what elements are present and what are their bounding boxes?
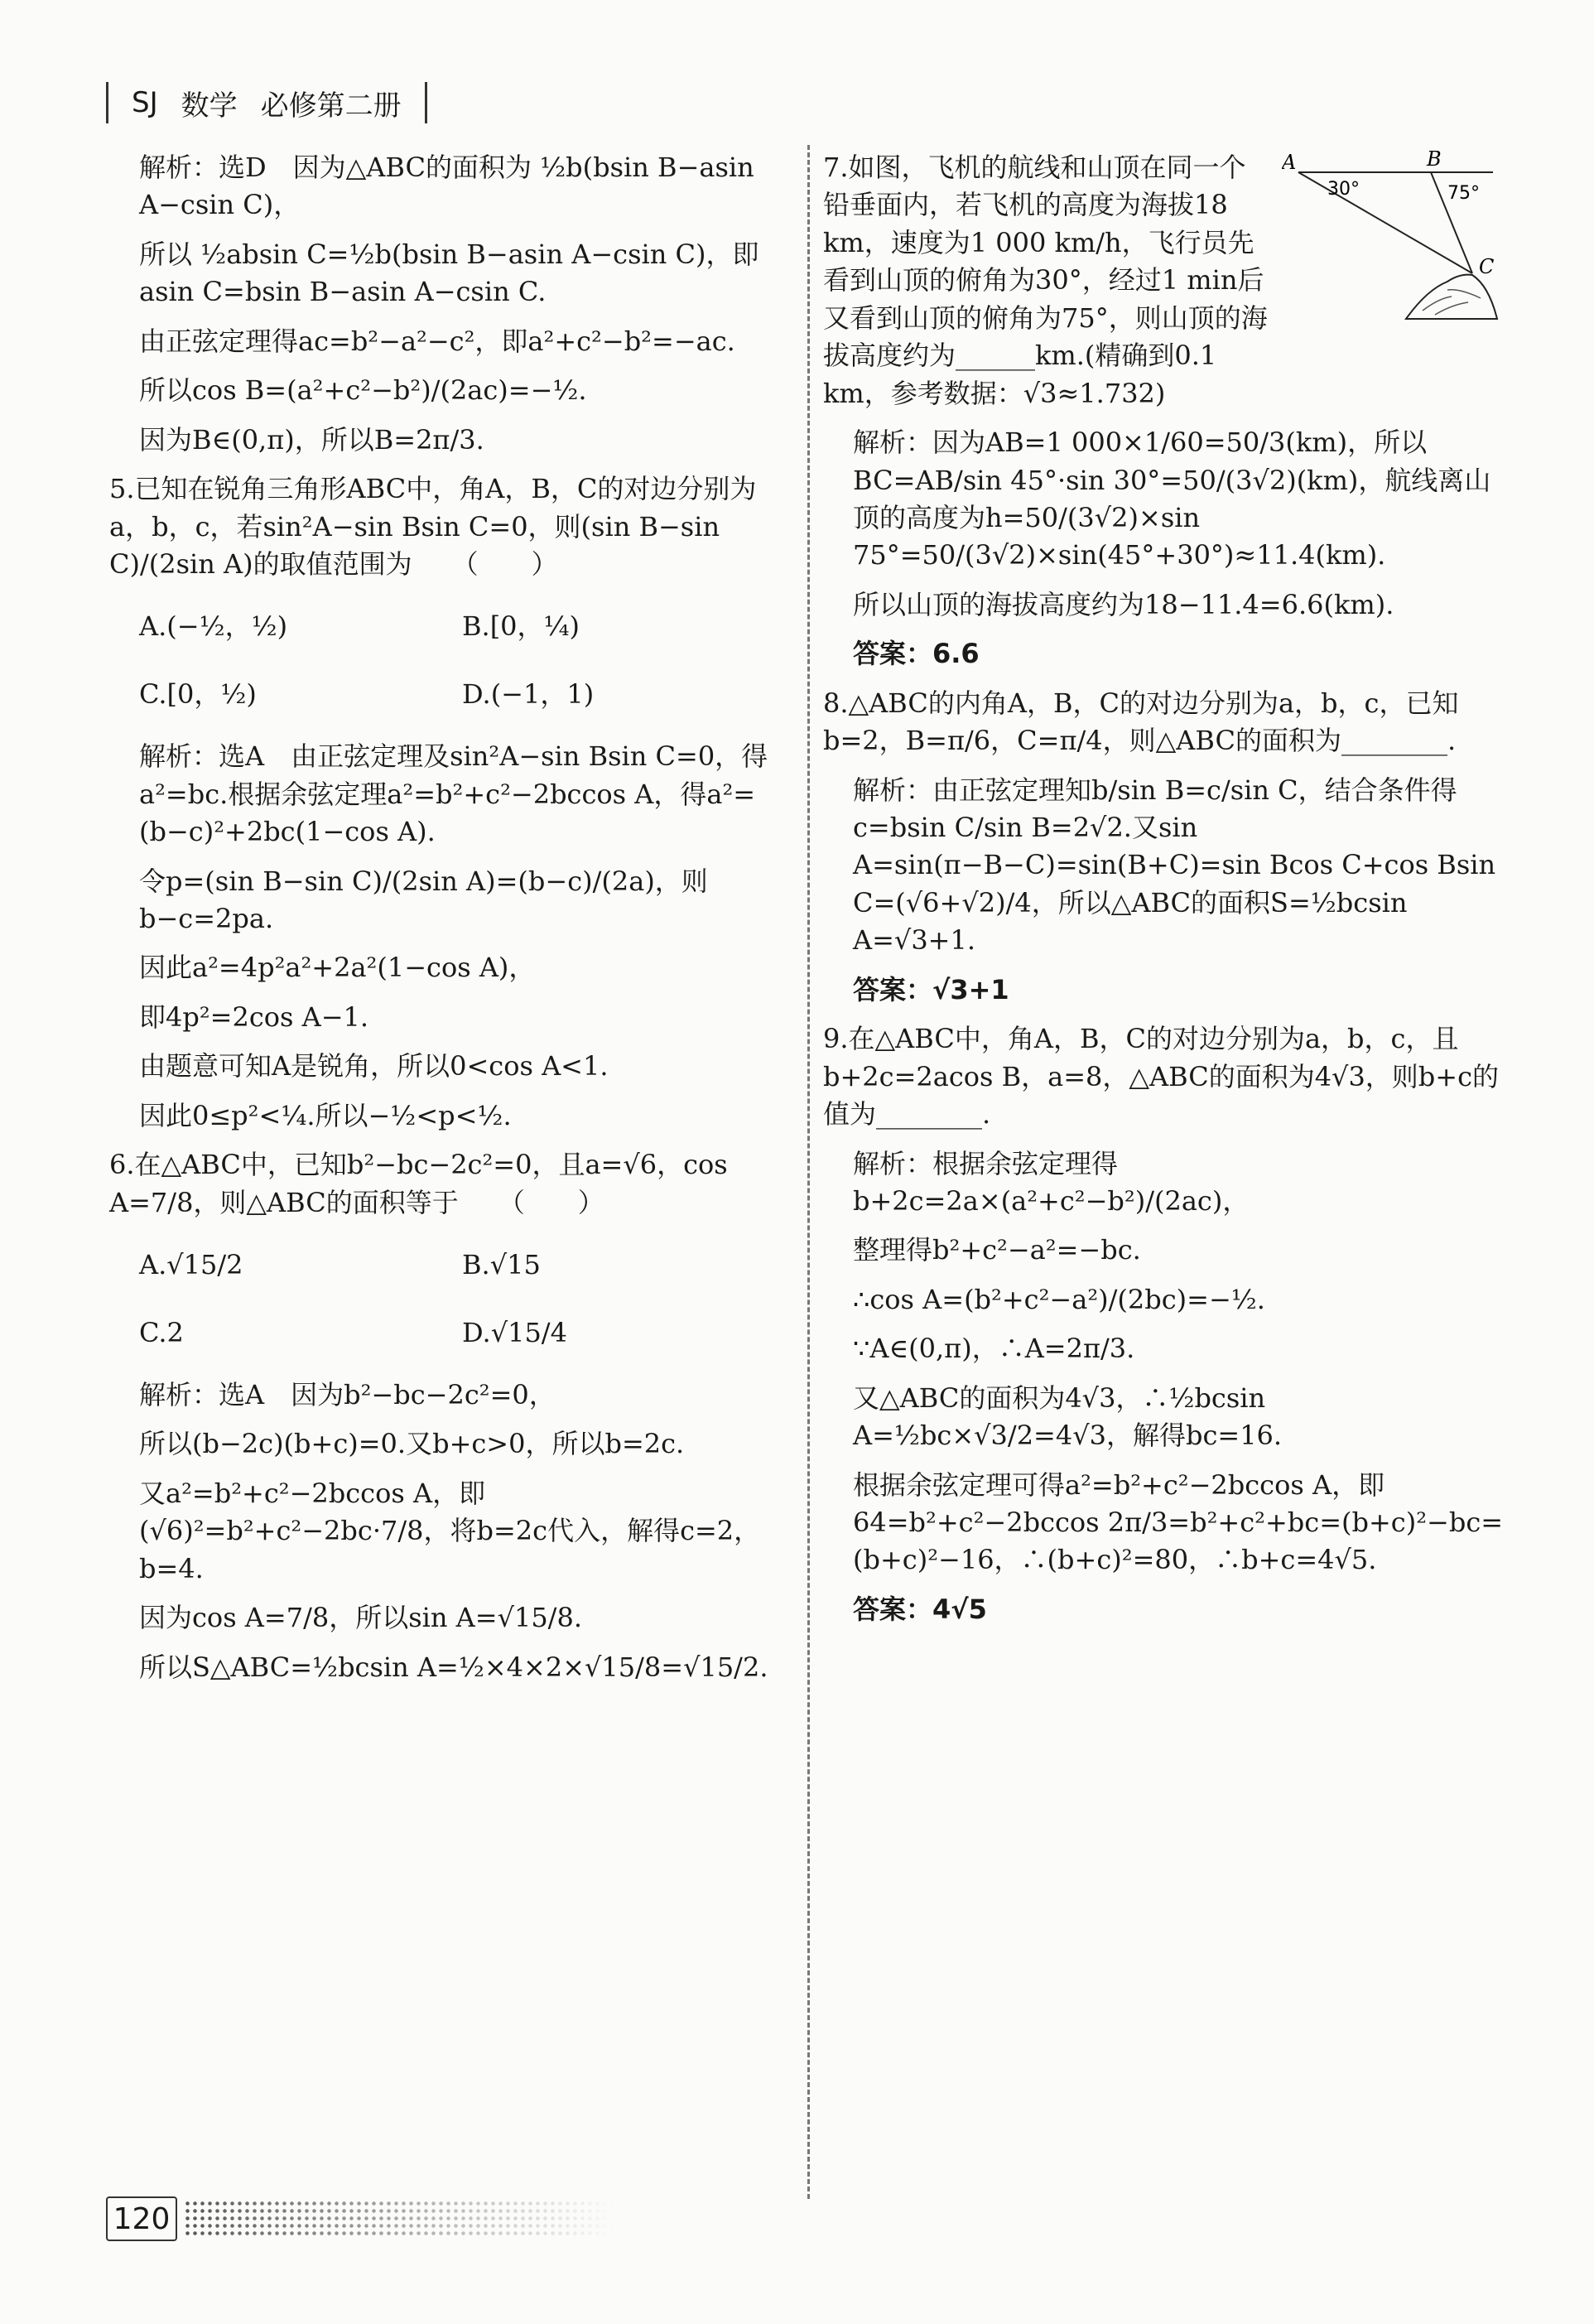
question-6-options [139,1246,785,1352]
option-d: D.(−1，1) [462,677,595,710]
question-5-options [139,608,785,713]
figure-angle-30: 30° [1327,179,1360,200]
figure-label-a: A [1282,151,1297,174]
answer-text: 答案：4√5 [853,1593,987,1625]
solution-text: 因为cos A=7/8，所以sin A=√15/8. [139,1602,582,1634]
solution-text: 解析：根据余弦定理得b+2c=2a×(a²+c²−b²)/(2ac)， [853,1147,1250,1217]
solution-text: 又△ABC的面积为4√3，∴½bcsin A=½bc×√3/2=4√3，解得bc=16. [853,1381,1283,1452]
solution-text: 所以 ½absin C=½b(bsin B−asin A−csin C)，即asin C=bsin B−asin A−csin C. [139,238,759,308]
solution-text: 因此0≤p²<¼.所以−½<p<½. [139,1099,512,1131]
solution-text: 所以(b−2c)(b+c)=0.又b+c>0，所以b=2c. [139,1428,685,1460]
solution-text: 令p=(sin B−sin C)/(2sin A)=(b−c)/(2a)，则b−c=2pa. [139,865,708,934]
header-series: SJ [132,86,158,119]
question-8: 8.△ABC的内角A，B，C的对边分别为a，b，c，已知b=2，B=π/6，C=π/4，则△ABC的面积为________. [823,687,1459,757]
solution-text: 因此a²=4p²a²+2a²(1−cos A)， [139,952,536,984]
solution-text: 解析：由正弦定理知b/sin B=c/sin C，结合条件得c=bsin C/sin B=2√2.又sin A=sin(π−B−C)=sin(B+C)=sin Bcos C+cos Bsin C=(√6+√2)/4，所以△ABC的面积S=½bcsin A=√3+1. [853,774,1496,957]
solution-text: 由题意可知A是锐角，所以0<cos A<1. [139,1050,609,1082]
figure-angle-75: 75° [1447,183,1480,204]
decorative-dots [184,2200,614,2236]
right-column [823,149,1507,1640]
figure-label-c: C [1479,255,1495,278]
left-column [109,149,785,1698]
header-subject: 数学 [181,89,238,123]
solution-text: 所以cos B=(a²+c²−b²)/(2ac)=−½. [139,374,587,407]
header-bar [425,82,427,123]
answer-text: 答案：6.6 [853,638,980,670]
option-a: A.√15/2 [139,1249,243,1281]
option-d: D.√15/4 [462,1316,567,1348]
question-5: 5.已知在锐角三角形ABC中，角A，B，C的对边分别为a，b，c，若sin²A−sin Bsin C=0，则(sin B−sin C)/(2sin A)的取值范围为 （ ） [109,473,757,580]
question-6: 6.在△ABC中，已知b²−bc−2c²=0，且a=√6，cos A=7/8，则△ABC的面积等于 （ ） [109,1149,728,1218]
option-b: B.[0，¼) [462,610,580,643]
solution-text: 因为B∈(0,π)，所以B=2π/3. [139,423,484,456]
option-c: C.[0，½) [139,677,257,710]
header-bar [106,82,108,123]
solution-text: 所以S△ABC=½bcsin A=½×4×2×√15/8=√15/2. [139,1651,768,1683]
question-9: 9.在△ABC中，角A，B，C的对边分别为a，b，c，且b+2c=2acos B，a=8，△ABC的面积为4√3，则b+c的值为________. [823,1023,1500,1131]
solution-text: 所以山顶的海拔高度约为18−11.4=6.6(km). [853,588,1394,620]
answer-text: 答案：√3+1 [853,973,1009,1005]
solution-text: 即4p²=2cos A−1. [139,1000,369,1033]
solution-text: ∴cos A=(b²+c²−a²)/(2bc)=−½. [853,1283,1265,1315]
header-book: 必修第二册 [260,89,402,123]
option-b: B.√15 [462,1249,541,1281]
solution-text: 解析：选A 因为b²−bc−2c²=0， [139,1378,556,1410]
option-c: C.2 [139,1316,184,1348]
solution-text: 又a²=b²+c²−2bccos A，即(√6)²=b²+c²−2bc·7/8，将b=2c代入，解得c=2，b=4. [139,1477,761,1584]
page-header [106,80,427,126]
solution-text: 由正弦定理得ac=b²−a²−c²，即a²+c²−b²=−ac. [139,325,735,357]
column-divider [807,145,810,2199]
page-number: 120 [106,2196,177,2241]
solution-text: 整理得b²+c²−a²=−bc. [853,1234,1141,1266]
option-a: A.(−½，½) [139,610,288,643]
solution-text: 解析：选D 因为△ABC的面积为 ½b(bsin B−asin A−csin C)， [139,152,754,221]
solution-text: 解析：选A 由正弦定理及sin²A−sin Bsin C=0，得a²=bc.根据余弦定理a²=b²+c²−2bccos A，得a²=(b−c)²+2bc(1−cos A). [139,740,768,848]
solution-text: 解析：因为AB=1 000×1/60=50/3(km)，所以BC=AB/sin 45°·sin 30°=50/(3√2)(km)，航线离山顶的高度为h=50/(3√2)×sin 75°=50/(3√2)×sin(45°+30°)≈11.4(km). [853,427,1491,571]
figure-label-b: B [1427,149,1442,171]
question-7: 7.如图，飞机的航线和山顶在同一个铅垂面内，若飞机的高度为海拔18 km，速度为1 000 km/h，飞行员先看到山顶的俯角为30°，经过1 min后又看到山顶的俯角为75°，则山顶的海拔高度约为______km.(精确到0.1 km，参考数据：√3≈1.732) [823,152,1268,409]
solution-text: ∵A∈(0,π)，∴A=2π/3. [853,1333,1135,1365]
solution-text: 根据余弦定理可得a²=b²+c²−2bccos A，即64=b²+c²−2bccos 2π/3=b²+c²+bc=(b+c)²−bc=(b+c)²−16，∴(b+c)²=80，∴b+c=4√5. [853,1468,1504,1576]
